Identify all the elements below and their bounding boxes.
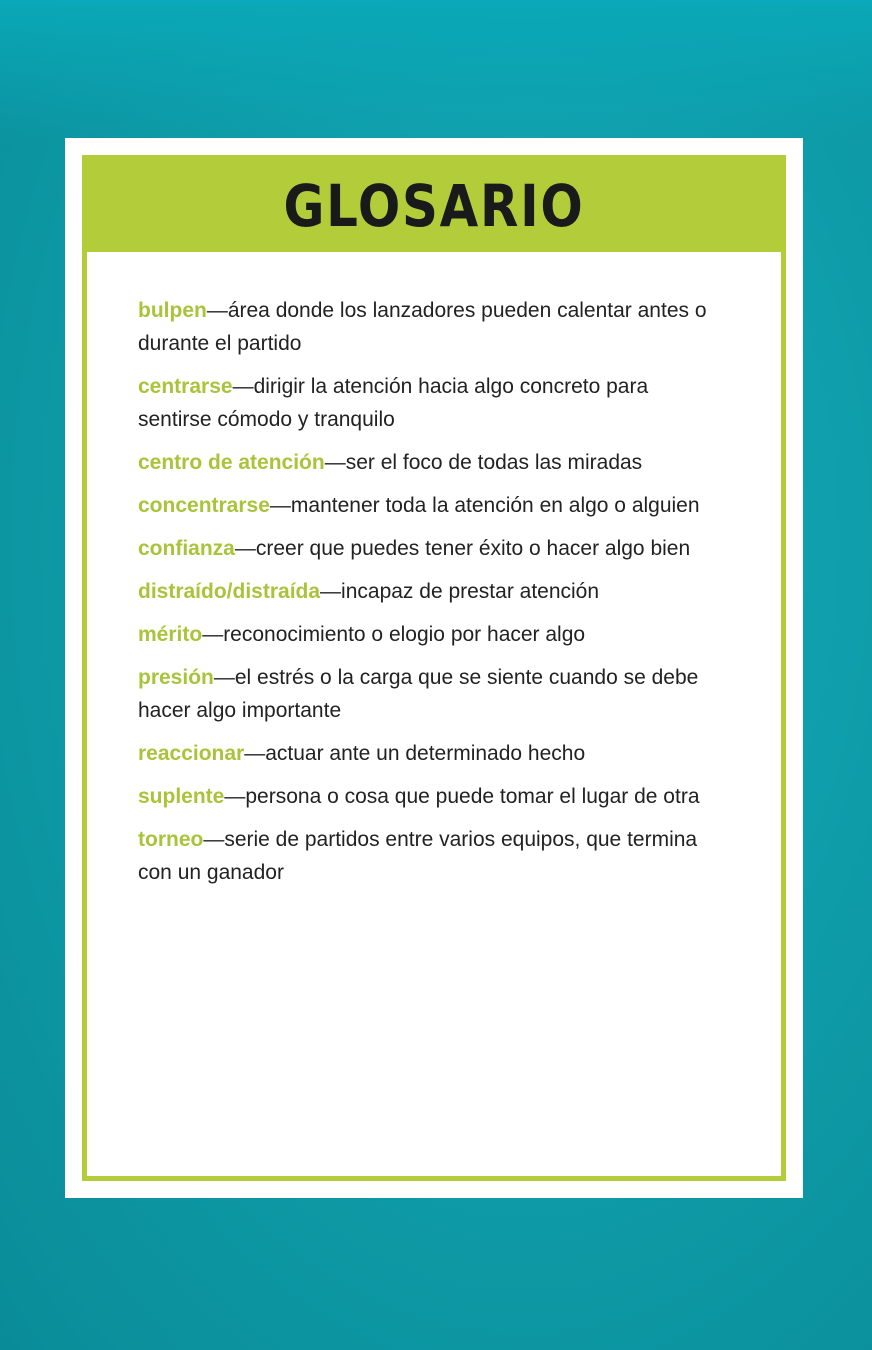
glossary-entry xyxy=(138,661,708,727)
glossary-definition: —dirigir la atención hacia algo concreto para sentirse cómodo y tranquilo xyxy=(138,375,649,431)
glossary-card xyxy=(65,138,803,1198)
glossary-definition: —el estrés o la carga que se siente cuando se debe hacer algo importante xyxy=(138,666,699,722)
glossary-term: centrarse xyxy=(138,375,233,398)
glossary-definition: —persona o cosa que puede tomar el lugar de otra xyxy=(224,785,700,808)
glossary-term: distraído/distraída xyxy=(138,580,321,603)
glossary-entry xyxy=(138,370,708,436)
glossary-entry xyxy=(138,489,708,522)
glossary-entry xyxy=(138,823,708,889)
glossary-entry xyxy=(138,446,708,479)
glossary-definition: —serie de partidos entre varios equipos, que termina con un ganador xyxy=(138,828,698,884)
glossary-definition: —ser el foco de todas las miradas xyxy=(324,451,643,474)
glossary-term: suplente xyxy=(138,785,225,808)
glossary-definition: —incapaz de prestar atención xyxy=(320,580,600,603)
glossary-term: bulpen xyxy=(138,299,207,322)
page-title: GLOSARIO xyxy=(283,172,585,240)
glossary-entry xyxy=(138,294,708,360)
background xyxy=(0,0,872,140)
glossary-term: concentrarse xyxy=(138,494,270,517)
glossary-entry xyxy=(138,737,708,770)
glossary-term: torneo xyxy=(138,828,204,851)
glossary-definition: —área donde los lanzadores pueden calentar antes o durante el partido xyxy=(138,299,707,355)
glossary-frame xyxy=(82,155,786,1181)
glossary-definition: —reconocimiento o elogio por hacer algo xyxy=(202,623,586,646)
glossary-definition: —mantener toda la atención en algo o alguien xyxy=(269,494,700,517)
glossary-entry xyxy=(138,532,708,565)
glossary-list xyxy=(138,294,708,899)
glossary-term: confianza xyxy=(138,537,235,560)
glossary-entry xyxy=(138,575,708,608)
glossary-term: mérito xyxy=(138,623,203,646)
glossary-entry xyxy=(138,780,708,813)
glossary-definition: —actuar ante un determinado hecho xyxy=(244,742,586,765)
glossary-entry xyxy=(138,618,708,651)
glossary-term: presión xyxy=(138,666,214,689)
glossary-term: reaccionar xyxy=(138,742,245,765)
glossary-term: centro de atención xyxy=(138,451,325,474)
title-banner xyxy=(87,160,781,252)
glossary-definition: —creer que puedes tener éxito o hacer algo bien xyxy=(234,537,691,560)
